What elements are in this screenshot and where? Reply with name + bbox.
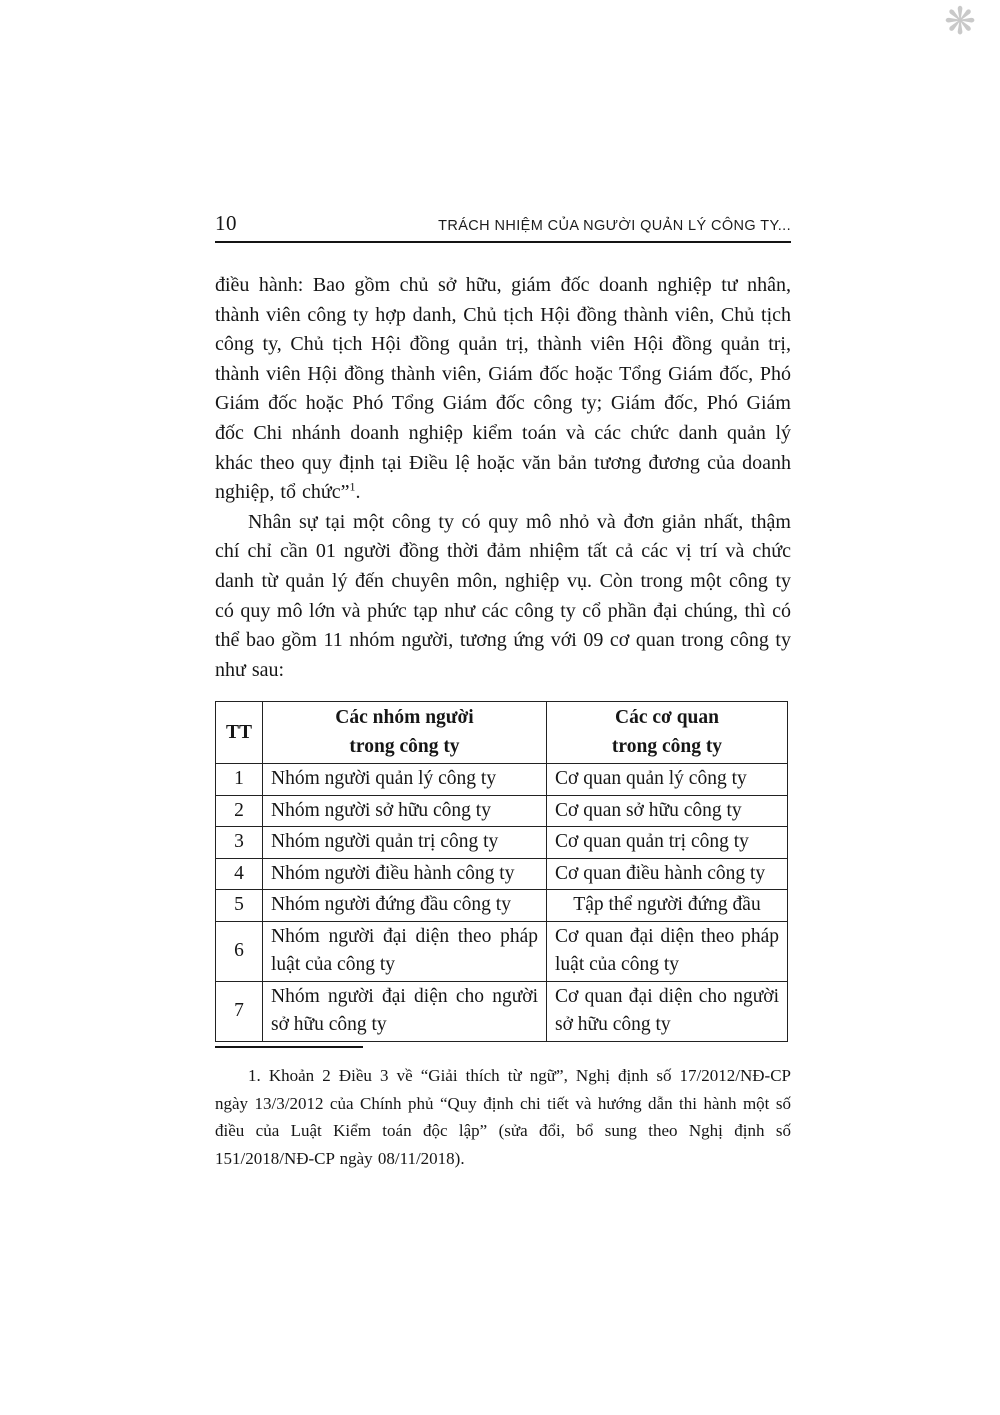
table-row	[216, 858, 788, 890]
cell-tt: 4	[216, 858, 263, 890]
header-cell-groups	[263, 702, 547, 764]
running-title: TRÁCH NHIỆM CỦA NGƯỜI QUẢN LÝ CÔNG TY...	[438, 218, 791, 234]
table-row	[216, 890, 788, 922]
cell-tt: 2	[216, 795, 263, 827]
groups-organs-table	[215, 701, 788, 1042]
cell-group: Nhóm người sở hữu công ty	[263, 795, 547, 827]
footnote-text	[215, 1062, 791, 1172]
cell-organ: Tập thể người đứng đầu	[547, 890, 788, 922]
header-groups-line1: Các nhóm người	[335, 707, 474, 729]
cell-tt: 6	[216, 921, 263, 981]
cell-tt: 5	[216, 890, 263, 922]
table-row	[216, 921, 788, 981]
page-number: 10	[215, 211, 237, 235]
header-groups-line2: trong công ty	[349, 735, 460, 757]
cell-tt: 3	[216, 827, 263, 859]
table-row	[216, 827, 788, 859]
cell-organ: Cơ quan sở hữu công ty	[547, 795, 788, 827]
cell-organ: Cơ quan điều hành công ty	[547, 858, 788, 890]
cell-tt: 1	[216, 764, 263, 796]
page-body	[215, 271, 791, 1042]
footnote-body: Khoản 2 Điều 3 về “Giải thích từ ngữ”, Nghị định số 17/2012/NĐ-CP ngày 13/3/2012 của Chính phủ “Quy định chi tiết và hướng dẫn thi hành một số điều của Luật Kiểm toán độc lập” (sửa đổi, bổ sung theo Nghị định số 151/2018/NĐ-CP ngày 08/11/2018).	[215, 1066, 792, 1168]
paragraph-1	[215, 271, 791, 508]
cell-organ: Cơ quan đại diện theo pháp luật của công ty	[547, 921, 788, 981]
cell-group: Nhóm người điều hành công ty	[263, 858, 547, 890]
header-cell-organs	[547, 702, 788, 764]
header-cell-tt: TT	[216, 702, 263, 764]
page-header	[215, 211, 791, 243]
cell-tt: 7	[216, 981, 263, 1041]
flower-ornament-icon: ❋	[944, 0, 976, 43]
cell-group: Nhóm người đại diện theo pháp luật của công ty	[263, 921, 547, 981]
header-organs-line2: trong công ty	[611, 735, 723, 757]
footnote-block	[215, 1046, 791, 1172]
cell-group: Nhóm người đứng đầu công ty	[263, 890, 547, 922]
cell-organ: Cơ quan quản trị công ty	[547, 827, 788, 859]
cell-organ: Cơ quan quản lý công ty	[547, 764, 788, 796]
cell-organ: Cơ quan đại diện cho người sở hữu công ty	[547, 981, 788, 1041]
table-row	[216, 981, 788, 1041]
paragraph-1-period: .	[355, 481, 361, 504]
cell-group: Nhóm người quản lý công ty	[263, 764, 547, 796]
cell-group: Nhóm người đại diện cho người sở hữu công ty	[263, 981, 547, 1041]
table-header-row	[216, 702, 788, 764]
header-organs-line1: Các cơ quan	[615, 707, 719, 729]
cell-group: Nhóm người quản trị công ty	[263, 827, 547, 859]
footnote-separator	[215, 1046, 363, 1048]
table-row	[216, 764, 788, 796]
table-row	[216, 795, 788, 827]
footnote-number: 1.	[248, 1066, 261, 1085]
paragraph-1-text: điều hành: Bao gồm chủ sở hữu, giám đốc doanh nghiệp tư nhân, thành viên công ty hợp danh, Chủ tịch Hội đồng thành viên, Chủ tịch công ty, Chủ tịch Hội đồng quản trị, thành viên Hội đồng quản trị, thành viên Hội đồng thành viên, Giám đốc hoặc Tổng Giám đốc, Phó Giám đốc hoặc Phó Tổng Giám đốc công ty; Giám đốc, Phó Giám đốc Chi nhánh doanh nghiệp kiểm toán và các chức danh quản lý khác theo quy định tại Điều lệ hoặc văn bản tương đương của doanh nghiệp, tổ chức”	[215, 274, 791, 504]
footnote-reference-mark: 1	[349, 479, 356, 494]
paragraph-2: Nhân sự tại một công ty có quy mô nhỏ và đơn giản nhất, thậm chí chỉ cần 01 người đồng thời đảm nhiệm tất cả các vị trí và chức danh từ quản lý đến chuyên môn, nghiệp vụ. Còn trong một công ty có quy mô lớn và phức tạp như các công ty cổ phần đại chúng, thì có thể bao gồm 11 nhóm người, tương ứng với 09 cơ quan trong công ty như sau:	[215, 510, 791, 681]
